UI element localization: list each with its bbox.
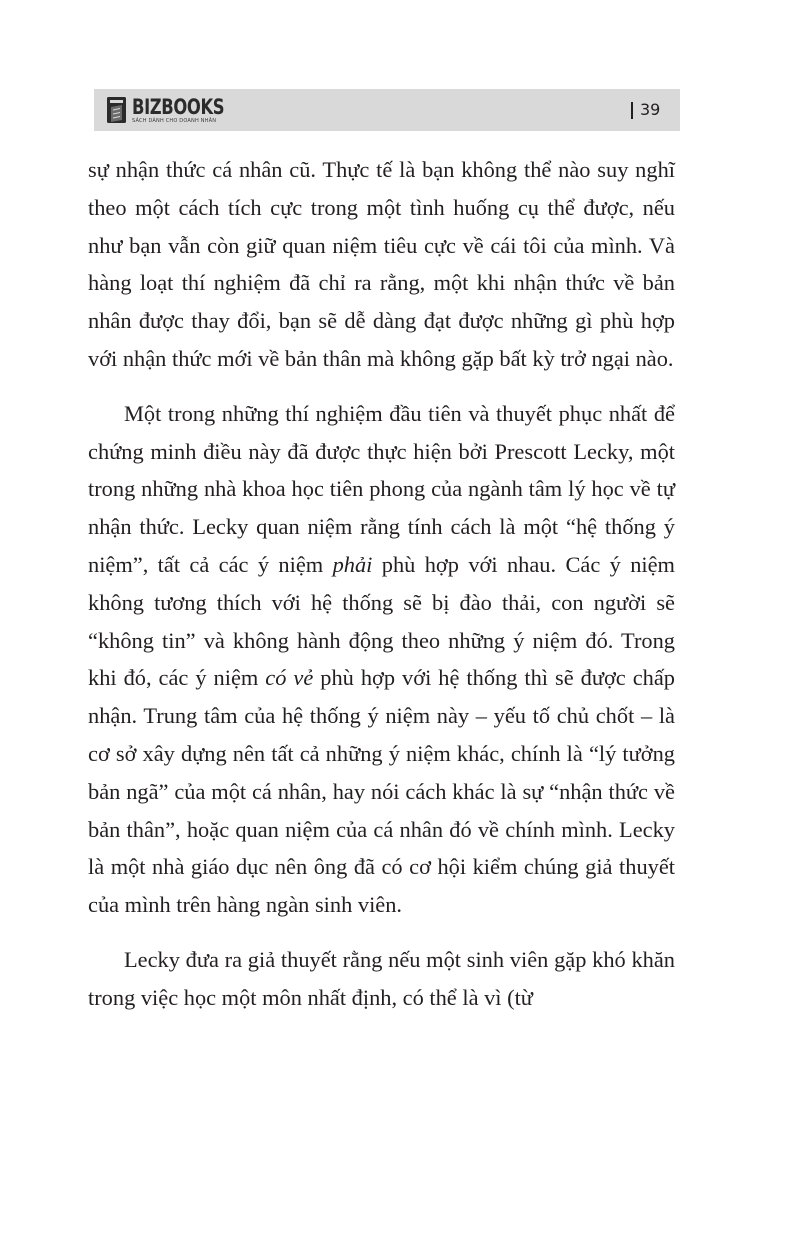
page-number: 39	[640, 100, 661, 119]
paragraph-2-text-2: phù hợp với nhau. Các ý niệm không tương thích với hệ thống sẽ bị đào thải, con người sẽ “không tin” và không hành động theo những ý niệm đó. Trong khi đó, các ý niệm	[88, 551, 675, 691]
paragraph-2	[88, 395, 675, 924]
emphasis-co-ve: có vẻ	[265, 665, 314, 691]
paragraph-2-text-3: phù hợp với hệ thống thì sẽ được chấp nhận. Trung tâm của hệ thống ý niệm này – yếu tố chủ chốt – là cơ sở xây dựng nên tất cả những ý niệm khác, chính là “lý tưởng bản ngã” của một cá nhân, hay nói cách khác là sự “nhận thức về bản thân”, hoặc quan niệm của cá nhân đó về chính mình. Lecky là một nhà giáo dục nên ông đã có cơ hội kiểm chúng giả thuyết của mình trên hàng ngàn sinh viên.	[88, 665, 675, 918]
page-number-separator	[631, 102, 633, 119]
publisher-logo	[106, 94, 250, 126]
logo-name: BIZBOOKS	[132, 94, 225, 119]
page-body	[88, 151, 675, 1017]
paragraph-1: sự nhận thức cá nhân cũ. Thực tế là bạn không thể nào suy nghĩ theo một cách tích cực trong một tình huống cụ thể được, nếu như bạn vẫn còn giữ quan niệm tiêu cực về cái tôi của mình. Và hàng loạt thí nghiệm đã chỉ ra rằng, một khi nhận thức về bản nhân được thay đổi, bạn sẽ dễ dàng đạt được những gì phù hợp với nhận thức mới về bản thân mà không gặp bất kỳ trở ngại nào.	[88, 157, 675, 371]
paragraph-2-text-1: Một trong những thí nghiệm đầu tiên và thuyết phục nhất để chứng minh điều này đã được thực hiện bởi Prescott Lecky, một trong những nhà khoa học tiên phong của ngành tâm lý học về tự nhận thức. Lecky quan niệm rằng tính cách là một “hệ thống ý niệm”, tất cả các ý niệm	[88, 400, 675, 577]
book-logo-icon	[106, 95, 128, 125]
emphasis-phai: phải	[332, 551, 373, 577]
logo-tagline: SÁCH DÀNH CHO DOANH NHÂN	[132, 117, 217, 124]
running-header	[94, 89, 680, 131]
paragraph-3: Lecky đưa ra giả thuyết rằng nếu một sinh viên gặp khó khăn trong việc học một môn nhất định, có thể là vì (từ	[88, 946, 675, 1010]
